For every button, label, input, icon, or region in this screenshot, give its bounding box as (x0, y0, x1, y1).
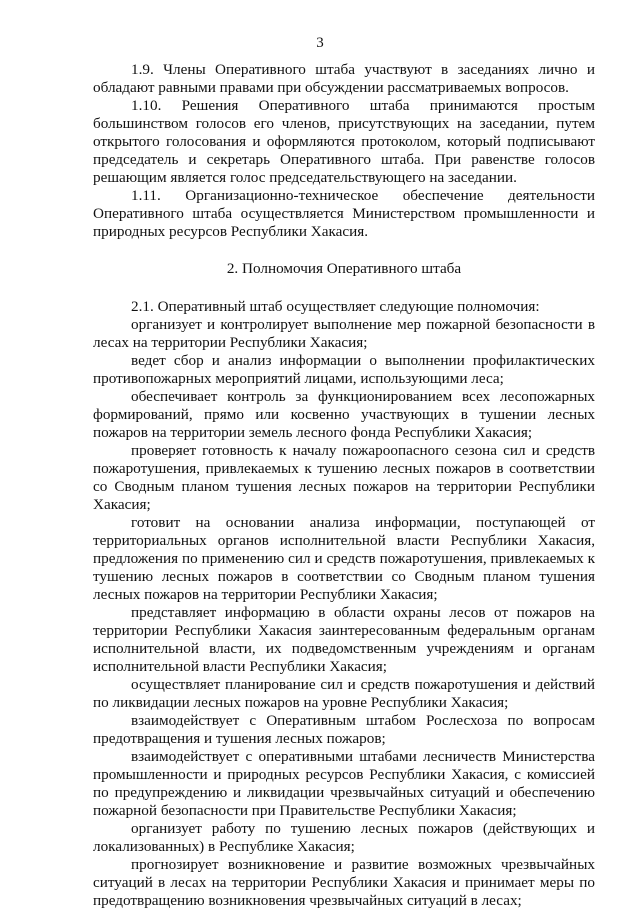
list-item: готовит на основании анализа информации, поступающей от территориальных органов исполнительной власти Республики Хакасия, предложения по применению сил и средств пожаротушения, привлекаемых к тушению лесных пожаров в соответствии со Сводным планом тушения лесных пожаров на территории Республики Хакасия; (93, 514, 595, 603)
list-item: организует работу по тушению лесных пожаров (действующих и локализованных) в Республике Хакасия; (93, 820, 595, 855)
list-item: прогнозирует возникновение и развитие возможных чрезвычайных ситуаций в лесах на территории Республики Хакасия и принимает меры по предотвращению возникновения чрезвычайных ситуаций в лесах; (93, 856, 595, 909)
page-number: 3 (316, 35, 324, 51)
list-item: осуществляет планирование сил и средств пожаротушения и действий по ликвидации лесных пожаров на уровне Республики Хакасия; (93, 676, 595, 711)
list-item: ведет сбор и анализ информации о выполнении профилактических противопожарных мероприятий лицами, использующими леса; (93, 352, 595, 387)
list-item: представляет информацию в области охраны лесов от пожаров на территории Республики Хакасия заинтересованным федеральным органам исполнительной власти, их подведомственным учреждениям и органам исполнительной власти Республики Хакасия; (93, 604, 595, 675)
section-heading: 2. Полномочия Оперативного штаба (226, 260, 462, 277)
paragraph-2-1: 2.1. Оперативный штаб осуществляет следующие полномочия: (131, 298, 540, 315)
list-item: взаимодействует с оперативными штабами лесничеств Министерства промышленности и природных ресурсов Республики Хакасия, с комиссией по предупреждению и ликвидации чрезвычайных ситуаций и обеспечению пожарной безопасности при Правительстве Республики Хакасия; (93, 748, 595, 819)
paragraph-1-10: 1.10. Решения Оперативного штаба принимаются простым большинством голосов его членов, присутствующих на заседании, путем открытого голосования и оформляются протоколом, который подписывают председатель и секретарь Оперативного штаба. При равенстве голосов решающим является голос председательствующего на заседании. (93, 97, 595, 186)
paragraph-1-11: 1.11. Организационно-техническое обеспечение деятельности Оперативного штаба осуществляется Министерством промышленности и природных ресурсов Республики Хакасия. (93, 187, 595, 240)
document-body (93, 61, 595, 910)
list-item: обеспечивает контроль за функционированием всех лесопожарных формирований, прямо или косвенно участвующих в тушении лесных пожаров на территории земель лесного фонда Республики Хакасия; (93, 388, 595, 441)
list-item: организует и контролирует выполнение мер пожарной безопасности в лесах на территории Республики Хакасия; (93, 316, 595, 351)
list-item: взаимодействует с Оперативным штабом Рослесхоза по вопросам предотвращения и тушения лесных пожаров; (93, 712, 595, 747)
list-item: проверяет готовность к началу пожароопасного сезона сил и средств пожаротушения, привлекаемых к тушению лесных пожаров в соответствии со Сводным планом тушения лесных пожаров на территории Республики Хакасия; (93, 442, 595, 513)
paragraph-1-9: 1.9. Члены Оперативного штаба участвуют в заседаниях лично и обладают равными правами при обсуждении рассматриваемых вопросов. (93, 61, 595, 96)
